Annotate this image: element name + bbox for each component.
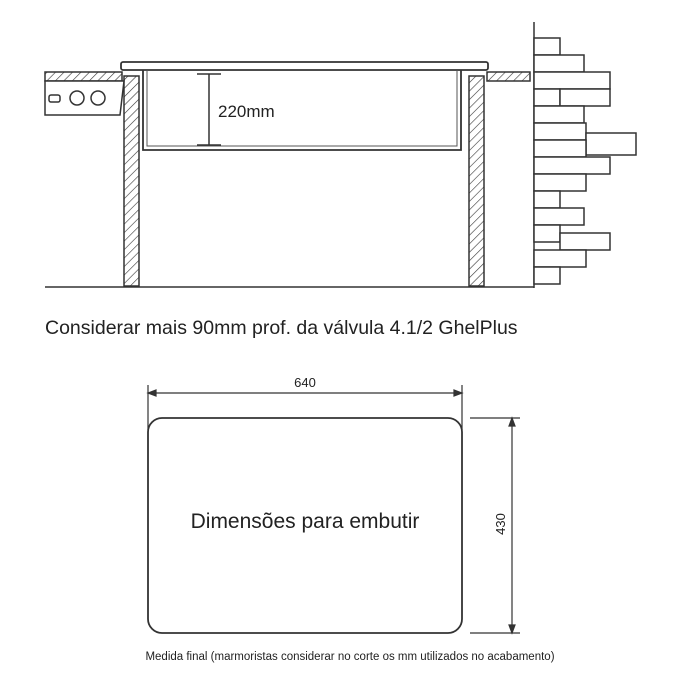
left-countertop [45, 72, 122, 81]
depth-label: 220mm [218, 102, 275, 121]
brick-wall [534, 22, 636, 288]
cutout-center-label: Dimensões para embutir [190, 510, 420, 533]
sink-rim [121, 62, 488, 70]
width-label: 640 [294, 375, 316, 390]
cutout-footnote: Medida final (marmoristas considerar no corte os mm utilizados no acabamento) [145, 651, 555, 663]
cabinet-left-wall [124, 76, 139, 286]
height-label: 430 [493, 513, 508, 535]
knob-icon [91, 91, 105, 105]
sink-basin-inner [147, 70, 457, 146]
right-countertop [487, 72, 530, 81]
cutout-view [145, 375, 554, 663]
control-switch-icon [49, 95, 60, 102]
knob-icon [70, 91, 84, 105]
section-view [45, 22, 636, 288]
sink-basin [143, 70, 461, 150]
cabinet-right-wall [469, 76, 484, 286]
valve-note: Considerar mais 90mm prof. da válvula 4.1/2 GhelPlus [45, 317, 518, 339]
